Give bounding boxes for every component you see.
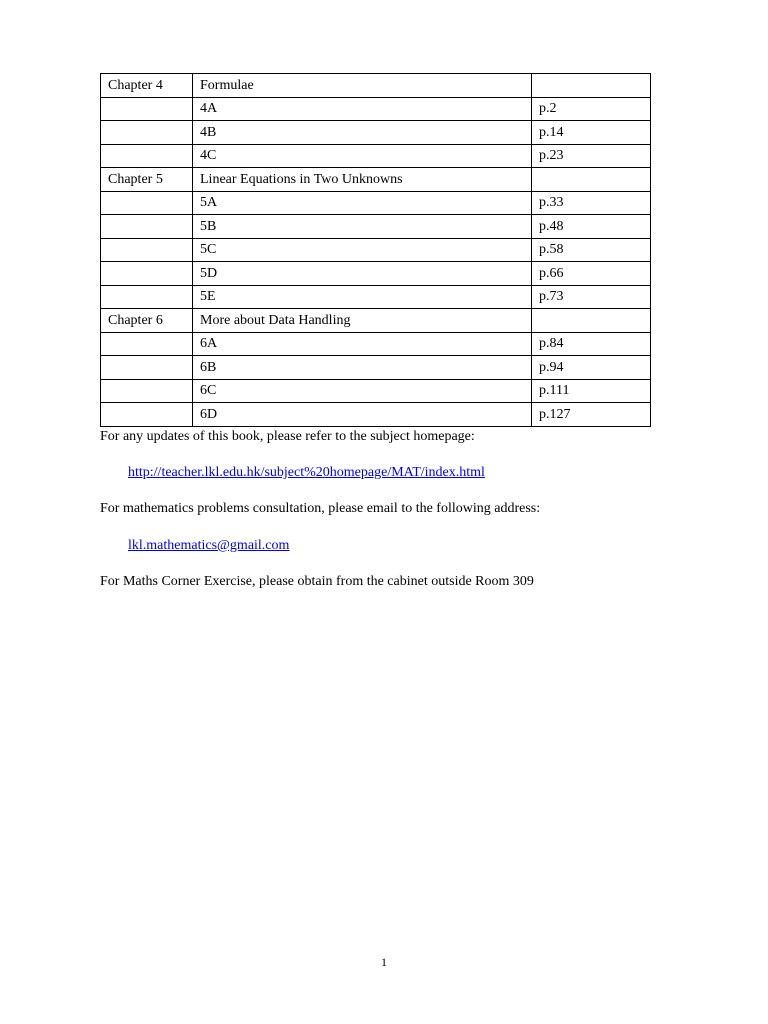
toc-section-cell: 5C <box>193 238 532 262</box>
toc-page-cell <box>532 168 651 192</box>
updates-text: For any updates of this book, please refer to the subject homepage: <box>100 429 475 444</box>
toc-page-cell: p.58 <box>532 238 651 262</box>
page-number: 1 <box>381 955 387 969</box>
toc-section-cell: 4A <box>193 97 532 121</box>
toc-chapter-cell <box>101 379 193 403</box>
table-row <box>101 121 651 145</box>
toc-page-cell: p.48 <box>532 215 651 239</box>
toc-page-cell <box>532 309 651 333</box>
toc-chapter-cell <box>101 332 193 356</box>
toc-chapter-cell: Chapter 5 <box>101 168 193 192</box>
toc-section-cell: 6B <box>193 356 532 380</box>
toc-chapter-cell <box>101 356 193 380</box>
table-row <box>101 168 651 192</box>
toc-page-cell: p.111 <box>532 379 651 403</box>
toc-section-cell: 5E <box>193 285 532 309</box>
toc-section-cell: Linear Equations in Two Unknowns <box>193 168 532 192</box>
toc-section-cell: 4C <box>193 144 532 168</box>
toc-body <box>101 74 651 427</box>
toc-page-cell: p.66 <box>532 262 651 286</box>
toc-page-cell: p.84 <box>532 332 651 356</box>
table-row <box>101 285 651 309</box>
toc-section-cell: 5B <box>193 215 532 239</box>
toc-chapter-cell <box>101 238 193 262</box>
consultation-text: For mathematics problems consultation, please email to the following address: <box>100 501 541 516</box>
homepage-link[interactable]: http://teacher.lkl.edu.hk/subject%20homepage/MAT/index.html <box>128 465 485 480</box>
table-row <box>101 144 651 168</box>
toc-chapter-cell <box>101 285 193 309</box>
toc-chapter-cell <box>101 262 193 286</box>
toc-section-cell: 6C <box>193 379 532 403</box>
table-row <box>101 379 651 403</box>
toc-page-cell: p.127 <box>532 403 651 427</box>
table-row <box>101 309 651 333</box>
toc-section-cell: More about Data Handling <box>193 309 532 333</box>
toc-chapter-cell: Chapter 6 <box>101 309 193 333</box>
toc-chapter-cell <box>101 97 193 121</box>
table-row <box>101 191 651 215</box>
toc-chapter-cell <box>101 144 193 168</box>
toc-chapter-cell: Chapter 4 <box>101 74 193 98</box>
toc-chapter-cell <box>101 215 193 239</box>
toc-chapter-cell <box>101 121 193 145</box>
maths-corner-text: For Maths Corner Exercise, please obtain from the cabinet outside Room 309 <box>100 574 534 589</box>
toc-page-cell: p.14 <box>532 121 651 145</box>
toc-chapter-cell <box>101 403 193 427</box>
table-row <box>101 97 651 121</box>
toc-section-cell: 6D <box>193 403 532 427</box>
toc-section-cell: 5A <box>193 191 532 215</box>
table-row <box>101 215 651 239</box>
toc-section-cell: 5D <box>193 262 532 286</box>
table-of-contents <box>100 73 651 427</box>
toc-section-cell: 4B <box>193 121 532 145</box>
toc-page-cell: p.2 <box>532 97 651 121</box>
toc-page-cell: p.33 <box>532 191 651 215</box>
toc-page-cell <box>532 74 651 98</box>
toc-section-cell: Formulae <box>193 74 532 98</box>
toc-page-cell: p.94 <box>532 356 651 380</box>
toc-page-cell: p.23 <box>532 144 651 168</box>
table-row <box>101 403 651 427</box>
table-row <box>101 356 651 380</box>
table-row <box>101 332 651 356</box>
table-row <box>101 262 651 286</box>
email-link[interactable]: lkl.mathematics@gmail.com <box>128 538 290 553</box>
toc-section-cell: 6A <box>193 332 532 356</box>
table-row <box>101 74 651 98</box>
toc-chapter-cell <box>101 191 193 215</box>
table-row <box>101 238 651 262</box>
toc-page-cell: p.73 <box>532 285 651 309</box>
